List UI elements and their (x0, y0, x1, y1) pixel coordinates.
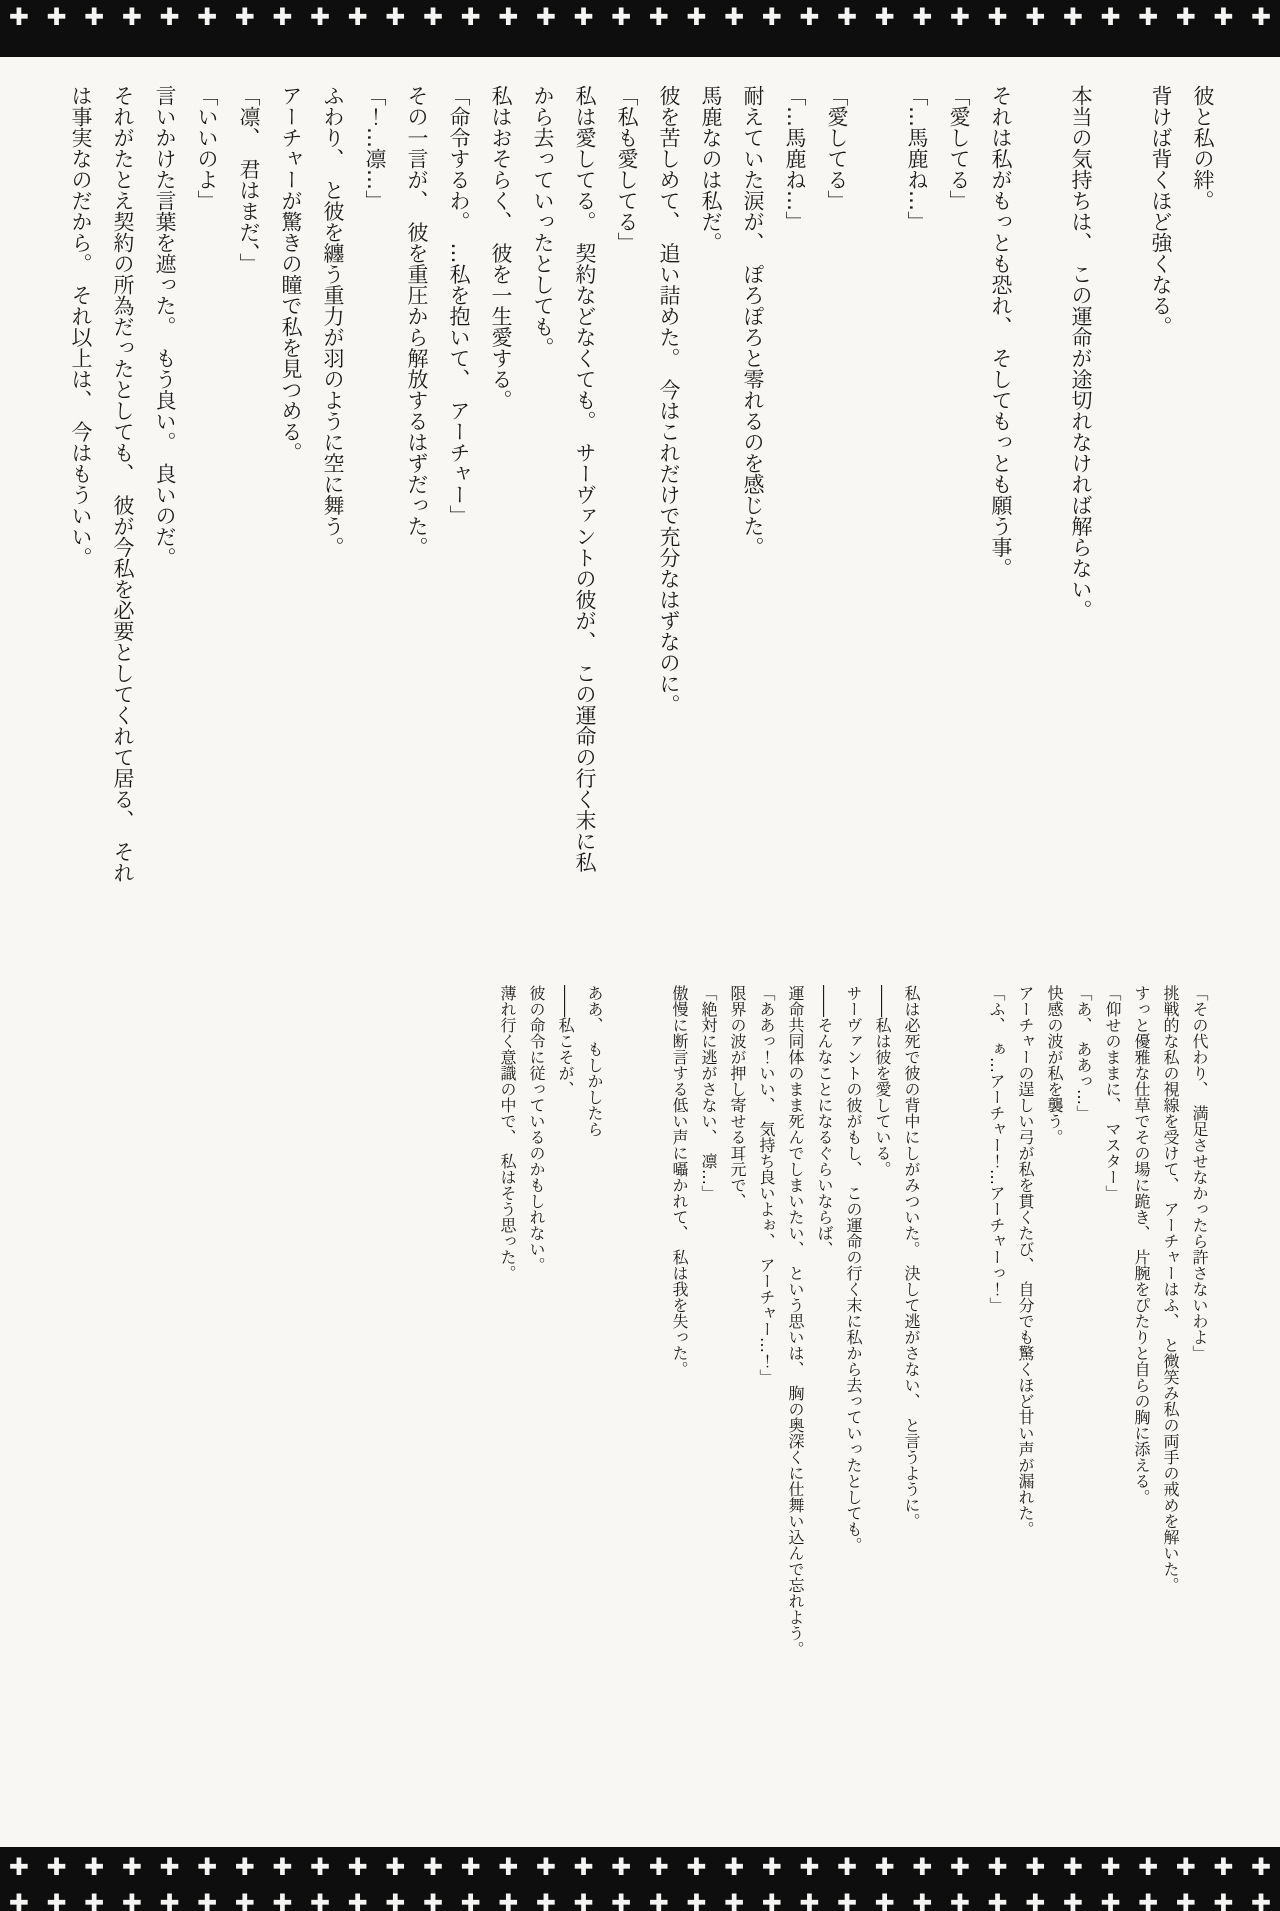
cross-icon: ✚ (1062, 1853, 1083, 1881)
cross-icon: ✚ (874, 3, 895, 31)
cross-icon: ✚ (836, 3, 857, 31)
cross-icon: ✚ (196, 1889, 218, 1911)
paragraph: 運命共同体のまま死んでしまいたい、 という思いは、 胸の奥深くに仕舞い込んで忘れよう。 (786, 985, 805, 1657)
paragraph-group (1140, 85, 1224, 885)
cross-icon: ✚ (874, 1853, 895, 1881)
paragraph: ああ、 もしかしたら (585, 985, 604, 1137)
cross-icon: ✚ (46, 1889, 67, 1911)
cross-icon: ✚ (159, 1889, 180, 1911)
paragraph: 私はおそらく、 彼を一生愛する。 (489, 85, 513, 411)
paragraph: それがたとえ契約の所為だったとしても、 彼が今私を必要としてくれて居る、 それは事実なのだから。 それ以上は、 今はもういい。 (69, 85, 135, 883)
cross-icon: ✚ (611, 3, 632, 31)
paragraph: 限界の波が押し寄せる耳元で、 (728, 985, 747, 1209)
cross-icon: ✚ (234, 1853, 255, 1881)
cross-icon: ✚ (1250, 1889, 1272, 1911)
cross-icon: ✚ (46, 1853, 67, 1881)
cross-icon: ✚ (1213, 3, 1234, 31)
cross-icon: ✚ (1175, 1853, 1196, 1881)
cross-icon: ✚ (912, 3, 933, 31)
cross-icon: ✚ (309, 1889, 330, 1911)
paragraph: 「絶対に逃がさない、 凛…」 (699, 985, 718, 1201)
cross-icon: ✚ (912, 1889, 933, 1911)
cross-icon: ✚ (347, 1853, 368, 1881)
cross-icon: ✚ (648, 3, 669, 31)
cross-icon: ✚ (799, 3, 820, 31)
cross-icon: ✚ (385, 3, 406, 31)
cross-icon: ✚ (309, 3, 330, 31)
cross-icon: ✚ (159, 3, 180, 31)
paragraph: 挑戦的な私の視線を受けて、 アーチャーはふ、 と微笑み私の両手の戒めを解いた。 (1161, 985, 1180, 1593)
cross-icon: ✚ (196, 3, 218, 31)
cross-icon: ✚ (1062, 1889, 1083, 1911)
cross-icon: ✚ (573, 3, 594, 31)
cross-icon: ✚ (347, 3, 368, 31)
cross-icon: ✚ (686, 1853, 707, 1881)
cross-icon: ✚ (8, 3, 29, 31)
paragraph: その一言が、 彼を重圧から解放するはずだった。 (405, 85, 429, 558)
paragraph-group (60, 85, 858, 885)
paragraph: 「その代わり、 満足させなかったら許さないわよ」 (1190, 985, 1209, 1361)
paragraph: 「仰せのままに、 マスター」 (1103, 985, 1122, 1201)
paragraph: サーヴァントの彼がもし、 この運命の行く末に私から去っていったとしても。 (844, 985, 863, 1553)
cross-icon: ✚ (1100, 1853, 1121, 1881)
cross-icon: ✚ (1175, 1889, 1196, 1911)
cross-icon: ✚ (723, 1889, 745, 1911)
cross-icon: ✚ (535, 1889, 556, 1911)
cross-icon: ✚ (84, 1853, 105, 1881)
cross-icon: ✚ (121, 1853, 142, 1881)
paragraph: 「愛してる」 (825, 85, 849, 211)
cross-icon: ✚ (1213, 1853, 1234, 1881)
paragraph: 薄れ行く意識の中で、 私はそう思った。 (498, 985, 517, 1281)
paragraph: 彼の命令に従っているのかもしれない。 (527, 985, 546, 1273)
cross-icon: ✚ (1250, 3, 1272, 31)
paragraph: 傲慢に断言する低い声に囁かれて、 私は我を失った。 (670, 985, 689, 1377)
paragraph: ――私こそが、 (556, 985, 575, 1097)
cross-icon: ✚ (686, 1889, 707, 1911)
lower-text-block (482, 985, 1214, 1665)
cross-icon: ✚ (535, 1853, 556, 1881)
paragraph: 言いかけた言葉を遮った。 もう良い。 良いのだ。 (153, 85, 177, 568)
paragraph: 馬鹿なのは私だ。 (699, 85, 723, 253)
cross-icon: ✚ (46, 3, 67, 31)
cross-icon: ✚ (84, 1889, 105, 1911)
cross-icon: ✚ (761, 1853, 782, 1881)
paragraph: それは私がもっとも恐れ、 そしてもっとも願う事。 (989, 85, 1013, 579)
paragraph: 私は愛してる。 契約などなくても。 サーヴァントの彼が、 この運命の行く末に私から去っていったとしても。 (531, 85, 597, 873)
paragraph: すっと優雅な仕草でその場に跪き、 片腕をぴたりと自らの胸に添える。 (1132, 985, 1151, 1505)
cross-icon: ✚ (723, 3, 745, 31)
paragraph: アーチャーが驚きの瞳で私を見つめる。 (279, 85, 303, 463)
cross-icon: ✚ (1137, 1853, 1159, 1881)
cross-icon: ✚ (422, 3, 443, 31)
cross-icon: ✚ (84, 3, 105, 31)
cross-icon: ✚ (498, 1889, 519, 1911)
cross-icon: ✚ (761, 3, 782, 31)
cross-icon: ✚ (611, 1889, 632, 1911)
paragraph: 「！…凛…」 (363, 85, 387, 211)
cross-icon: ✚ (1025, 3, 1046, 31)
paragraph: 「あ、 ああっ…」 (1074, 985, 1093, 1121)
cross-icon: ✚ (8, 1889, 29, 1911)
upper-text-block (52, 85, 1224, 885)
cross-icon: ✚ (309, 1853, 330, 1881)
paragraph: 私は必死で彼の背中にしがみついた。 決して逃がさない、 と言うように。 (902, 985, 921, 1529)
cross-icon: ✚ (912, 1853, 933, 1881)
paragraph: 本当の気持ちは、 この運命が途切れなければ解らない。 (1069, 85, 1093, 621)
cross-icon: ✚ (799, 1889, 820, 1911)
cross-icon: ✚ (1100, 1889, 1121, 1911)
cross-icon: ✚ (234, 3, 255, 31)
cross-icon: ✚ (1250, 1853, 1272, 1881)
cross-icon: ✚ (987, 3, 1008, 31)
paragraph: アーチャーの逞しい弓が私を貫くたび、 自分でも驚くほど甘い声が漏れた。 (1016, 985, 1035, 1537)
cross-border-icon-row (0, 1853, 1280, 1881)
paragraph: 「…馬鹿ね…」 (783, 85, 807, 232)
cross-icon: ✚ (498, 3, 519, 31)
cross-icon: ✚ (686, 3, 707, 31)
cross-icon: ✚ (723, 1853, 745, 1881)
paragraph-group (982, 985, 1214, 1665)
cross-icon: ✚ (460, 1853, 481, 1881)
paragraph: 彼を苦しめて、 追い詰めた。 今はこれだけで充分なはずなのに。 (657, 85, 681, 715)
paragraph: 「…馬鹿ね…」 (905, 85, 929, 232)
cross-icon: ✚ (422, 1853, 443, 1881)
bottom-border-band (0, 1847, 1280, 1911)
cross-icon: ✚ (121, 3, 142, 31)
paragraph: 彼と私の絆。 (1191, 85, 1215, 211)
cross-icon: ✚ (272, 1853, 293, 1881)
paragraph: 耐えていた涙が、 ぽろぽろと零れるのを感じた。 (741, 85, 765, 558)
paragraph: 「愛してる」 (947, 85, 971, 211)
paragraph-group (493, 985, 609, 1665)
cross-icon: ✚ (460, 1889, 481, 1911)
paragraph: ――私は彼を愛している。 (873, 985, 892, 1177)
paragraph: 「私も愛してる」 (615, 85, 639, 253)
cross-icon: ✚ (761, 1889, 782, 1911)
cross-icon: ✚ (422, 1889, 443, 1911)
cross-icon: ✚ (1137, 1889, 1159, 1911)
cross-icon: ✚ (573, 1889, 594, 1911)
cross-icon: ✚ (1100, 3, 1121, 31)
cross-icon: ✚ (272, 3, 293, 31)
cross-icon: ✚ (121, 1889, 142, 1911)
paragraph-group (896, 85, 1022, 885)
cross-icon: ✚ (874, 1889, 895, 1911)
cross-icon: ✚ (272, 1889, 293, 1911)
paragraph: 背けば背くほど強くなる。 (1149, 85, 1173, 337)
paragraph: ――そんなことになるぐらいならば、 (815, 985, 834, 1257)
cross-icon: ✚ (347, 1889, 368, 1911)
cross-border-icon-row (0, 3, 1280, 31)
cross-icon: ✚ (648, 1853, 669, 1881)
paragraph: ふわり、 と彼を纏う重力が羽のように空に舞う。 (321, 85, 345, 558)
paragraph: 快感の波が私を襲う。 (1045, 985, 1064, 1145)
cross-icon: ✚ (385, 1853, 406, 1881)
paragraph: 「凛、 君はまだ、」 (237, 85, 261, 274)
paragraph: 「いいのよ」 (195, 85, 219, 211)
cross-icon: ✚ (611, 1853, 632, 1881)
paragraph-group (665, 985, 926, 1665)
cross-border-icon-row-partial (0, 1889, 1280, 1911)
cross-icon: ✚ (987, 1853, 1008, 1881)
cross-icon: ✚ (648, 1889, 669, 1911)
cross-icon: ✚ (1025, 1853, 1046, 1881)
cross-icon: ✚ (196, 1853, 218, 1881)
paragraph: 「ああっ！いい、 気持ち良いよぉ、 アーチャー…！」 (757, 985, 776, 1385)
cross-icon: ✚ (385, 1889, 406, 1911)
cross-icon: ✚ (159, 1853, 180, 1881)
cross-icon: ✚ (1175, 3, 1196, 31)
cross-icon: ✚ (949, 3, 970, 31)
cross-icon: ✚ (1137, 3, 1159, 31)
cross-icon: ✚ (799, 1853, 820, 1881)
top-border-band (0, 0, 1280, 57)
paragraph: 「ふ、 ぁ…アーチャー！…アーチャーっ！」 (987, 985, 1006, 1313)
paragraph-group (1060, 85, 1102, 885)
cross-icon: ✚ (836, 1889, 857, 1911)
cross-icon: ✚ (1025, 1889, 1046, 1911)
cross-icon: ✚ (573, 1853, 594, 1881)
cross-icon: ✚ (535, 3, 556, 31)
cross-icon: ✚ (949, 1889, 970, 1911)
cross-icon: ✚ (460, 3, 481, 31)
cross-icon: ✚ (8, 1853, 29, 1881)
paragraph: 「命令するわ。 …私を抱いて、 アーチャー」 (447, 85, 471, 526)
cross-icon: ✚ (1062, 3, 1083, 31)
cross-icon: ✚ (836, 1853, 857, 1881)
cross-icon: ✚ (949, 1853, 970, 1881)
cross-icon: ✚ (1213, 1889, 1234, 1911)
cross-icon: ✚ (987, 1889, 1008, 1911)
cross-icon: ✚ (234, 1889, 255, 1911)
cross-icon: ✚ (498, 1853, 519, 1881)
